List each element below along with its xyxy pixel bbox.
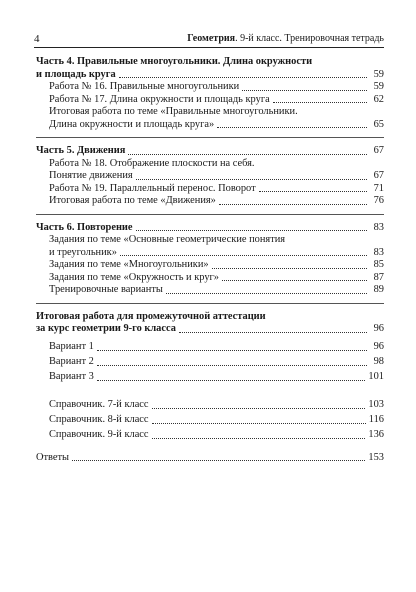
- toc-page-number: 87: [373, 271, 384, 283]
- dot-leader: [136, 179, 367, 180]
- toc-entry[interactable]: [36, 272, 384, 285]
- toc-page-number: 59: [373, 68, 384, 80]
- toc-page-number: 71: [373, 182, 384, 194]
- toc-entry: [36, 158, 384, 171]
- toc-page-number: 103: [368, 399, 384, 410]
- toc-page-number: 153: [368, 451, 384, 463]
- book-subtitle: . 9-й класс. Тренировочная тетрадь: [235, 33, 384, 44]
- toc-entry-text: Часть 5. Движения: [36, 145, 126, 156]
- toc-page-number: 83: [373, 246, 384, 258]
- toc-entry[interactable]: [36, 170, 384, 183]
- dot-leader: [136, 230, 367, 231]
- toc-entry-text: Работа № 16. Правильные многоугольники: [49, 81, 240, 92]
- running-head: [187, 33, 384, 44]
- toc-entry: [36, 234, 384, 247]
- toc-page-number: 59: [373, 81, 384, 92]
- toc-entry[interactable]: [36, 369, 384, 384]
- toc-part-title[interactable]: [36, 145, 384, 158]
- toc-entry-text: Длина окружности и площадь круга»: [49, 118, 215, 130]
- toc-entry-text: Справочник. 8-й класс: [49, 414, 149, 425]
- toc-entry-text: Вариант 2: [49, 356, 94, 367]
- toc-entry-text: Справочник. 9-й класс: [49, 429, 149, 440]
- toc-entry-text: Задания по теме «Основные геометрические понятия: [49, 234, 286, 245]
- dot-leader: [97, 350, 367, 351]
- toc-entry[interactable]: [36, 412, 384, 427]
- toc-part-title: [36, 311, 384, 324]
- dot-leader: [242, 90, 367, 91]
- toc-part-title[interactable]: [36, 323, 384, 336]
- toc-page-number: 98: [373, 356, 384, 367]
- dot-leader: [259, 191, 367, 192]
- toc-page-number: 89: [373, 284, 384, 295]
- toc-entry[interactable]: [36, 247, 384, 260]
- toc-entry-text: Итоговая работа для промежуточной аттестации: [36, 310, 266, 322]
- toc-page-number: 116: [368, 414, 384, 425]
- toc-entry-text: и площадь круга: [36, 68, 116, 80]
- toc-entry[interactable]: [36, 354, 384, 369]
- toc-entry-text: Вариант 1: [49, 341, 94, 352]
- toc-entry[interactable]: [36, 397, 384, 412]
- dot-leader: [179, 332, 367, 333]
- section-divider: [36, 137, 384, 138]
- page-number: 4: [34, 33, 40, 45]
- toc-entry[interactable]: [36, 195, 384, 208]
- toc-part-title[interactable]: [36, 69, 384, 82]
- toc-page-number: 67: [373, 170, 384, 181]
- toc-entry[interactable]: [36, 259, 384, 272]
- toc-entry-text: Итоговая работа по теме «Движения»: [49, 195, 216, 206]
- toc-page-number: 101: [368, 371, 384, 382]
- toc-entry[interactable]: [36, 284, 384, 297]
- toc-page-number: 65: [373, 118, 384, 130]
- toc-entry[interactable]: [36, 427, 384, 442]
- dot-leader: [212, 268, 367, 269]
- toc-entry-text: Задания по теме «Многоугольники»: [49, 259, 209, 270]
- toc-entry-text: Вариант 3: [49, 371, 94, 382]
- dot-leader: [166, 293, 367, 294]
- toc-entry[interactable]: [36, 183, 384, 196]
- toc-page-number: 62: [373, 93, 384, 105]
- section-divider: [36, 214, 384, 215]
- dot-leader: [97, 365, 367, 366]
- header-rule: [34, 47, 384, 48]
- dot-leader: [152, 423, 366, 424]
- dot-leader: [120, 255, 367, 256]
- toc-entry[interactable]: [36, 94, 384, 107]
- toc-entry[interactable]: [36, 452, 384, 465]
- toc-page-number: 83: [373, 221, 384, 233]
- toc-entry-text: Часть 6. Повторение: [36, 221, 133, 233]
- toc-entry[interactable]: [36, 81, 384, 94]
- toc-entry-text: Итоговая работа по теме «Правильные многоугольники.: [49, 106, 298, 117]
- toc-page-number: 96: [373, 323, 384, 334]
- toc-entry-text: Справочник. 7-й класс: [49, 399, 149, 410]
- toc-entry-text: и треугольник»: [49, 246, 117, 258]
- toc-page-number: 76: [373, 195, 384, 206]
- dot-leader: [273, 102, 367, 103]
- dot-leader: [219, 204, 367, 205]
- toc-entry[interactable]: [36, 119, 384, 132]
- toc-entry-text: Работа № 18. Отображение плоскости на себя.: [49, 157, 255, 169]
- table-of-contents: [36, 56, 384, 464]
- book-title: Геометрия: [187, 33, 236, 44]
- toc-entry-text: Понятие движения: [49, 170, 133, 181]
- dot-leader: [72, 460, 365, 461]
- dot-leader: [152, 408, 366, 409]
- toc-entry-text: за курс геометрии 9-го класса: [36, 323, 176, 334]
- toc-part-title[interactable]: [36, 222, 384, 235]
- dot-leader: [119, 77, 367, 78]
- toc-entry-text: Часть 4. Правильные многоугольники. Длина окружности: [36, 56, 313, 67]
- toc-page-number: 136: [368, 429, 384, 440]
- dot-leader: [97, 380, 366, 381]
- toc-page-number: 96: [373, 341, 384, 352]
- toc-entry-text: Ответы: [36, 451, 70, 463]
- toc-entry-text: Работа № 19. Параллельный перенос. Поворот: [49, 182, 256, 194]
- dot-leader: [222, 280, 367, 281]
- toc-part-title: [36, 56, 384, 69]
- dot-leader: [128, 154, 367, 155]
- toc-entry[interactable]: [36, 339, 384, 354]
- dot-leader: [152, 438, 366, 439]
- toc-entry-text: Тренировочные варианты: [49, 284, 163, 295]
- section-divider: [36, 303, 384, 304]
- dot-leader: [217, 127, 367, 128]
- toc-entry: [36, 106, 384, 119]
- toc-entry-text: Задания по теме «Окружность и круг»: [49, 271, 219, 283]
- toc-page-number: 85: [373, 259, 384, 270]
- toc-entry-text: Работа № 17. Длина окружности и площадь круга: [49, 93, 270, 105]
- toc-page-number: 67: [373, 145, 384, 156]
